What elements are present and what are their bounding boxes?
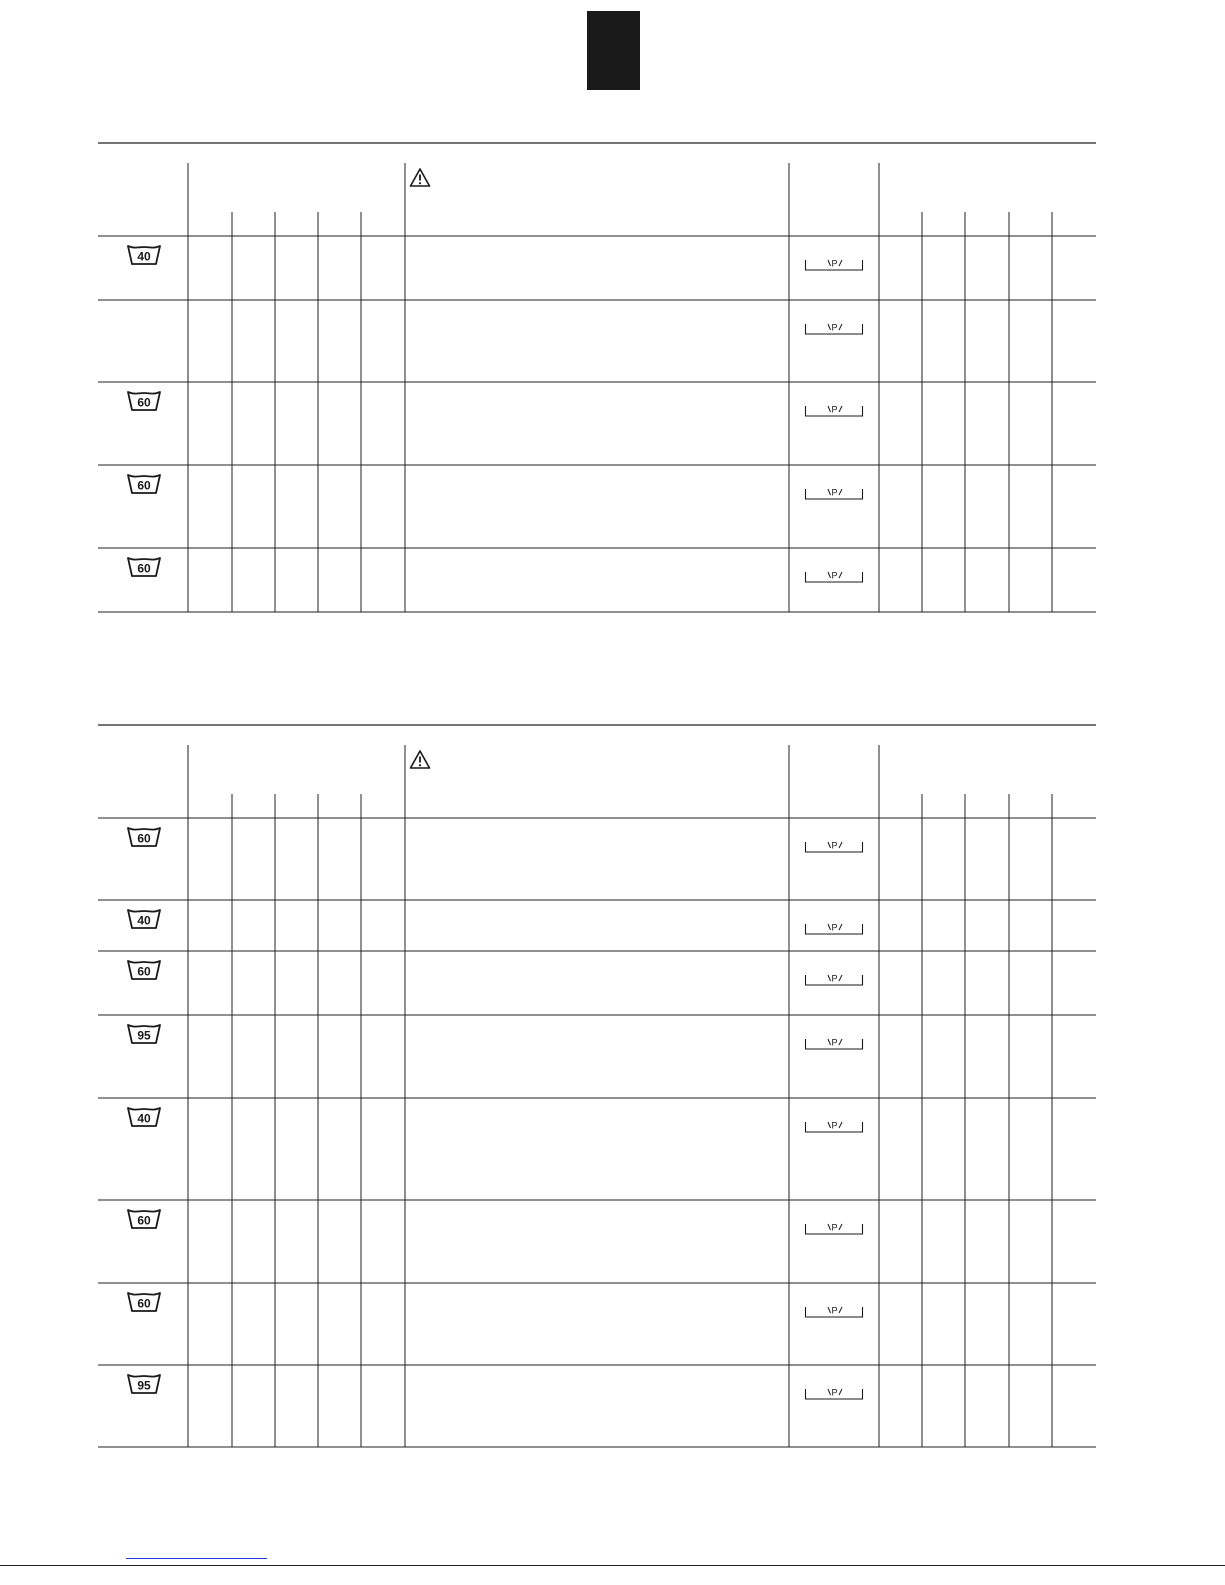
wash-temperature-value: 95 [137,1028,151,1043]
wash-temperature-icon [128,828,160,846]
wash-temperature-value: 60 [137,561,151,576]
detergent-drawer-prewash-icon [806,841,863,853]
wash-temperature-value: 60 [137,395,151,410]
detergent-prewash-label: P [831,1305,838,1316]
program-table-1 [98,143,1096,612]
wash-temperature-icon [128,1375,160,1393]
table-row [98,382,1096,465]
wash-temperature-icon [128,1293,160,1311]
warning-triangle-icon [411,751,430,768]
detergent-drawer-prewash-icon [806,974,863,986]
detergent-prewash-label: P [831,1222,838,1233]
footer-link-underline[interactable] [126,1558,267,1559]
wash-temperature-icon [128,475,160,493]
detergent-drawer-prewash-icon [806,1038,863,1050]
wash-temperature-icon [128,961,160,979]
wash-temperature-icon [128,1210,160,1228]
wash-temperature-icon [128,910,160,928]
detergent-drawer-prewash-icon [806,488,863,500]
detergent-drawer-prewash-icon [806,923,863,935]
table-row [98,548,1096,612]
wash-temperature-value: 60 [137,1296,151,1311]
wash-temperature-value: 40 [137,1111,151,1126]
wash-temperature-value: 60 [137,964,151,979]
detergent-drawer-prewash-icon [806,1388,863,1400]
table-header [98,143,1096,236]
table-row [98,1098,1096,1200]
detergent-prewash-label: P [831,322,838,333]
table-row [98,1365,1096,1447]
detergent-prewash-label: P [831,258,838,269]
detergent-prewash-label: P [831,570,838,581]
wash-temperature-icon [128,1025,160,1043]
table-header [98,725,1096,818]
wash-temperature-value: 60 [137,478,151,493]
footer-rule [0,1565,1225,1566]
table-row [98,818,1096,900]
detergent-prewash-label: P [831,1120,838,1131]
detergent-prewash-label: P [831,487,838,498]
detergent-prewash-label: P [831,404,838,415]
wash-temperature-value: 60 [137,1213,151,1228]
wash-temperature-icon [128,392,160,410]
wash-temperature-icon [128,246,160,264]
wash-temperature-icon [128,558,160,576]
detergent-prewash-label: P [831,1037,838,1048]
detergent-drawer-prewash-icon [806,1223,863,1235]
table-row [98,1283,1096,1365]
wash-temperature-value: 60 [137,831,151,846]
detergent-prewash-label: P [831,922,838,933]
detergent-prewash-label: P [831,840,838,851]
wash-temperature-value: 95 [137,1378,151,1393]
detergent-drawer-prewash-icon [806,1306,863,1318]
detergent-prewash-label: P [831,973,838,984]
table-row [98,900,1096,951]
wash-temperature-value: 40 [137,913,151,928]
detergent-drawer-prewash-icon [806,323,863,335]
detergent-drawer-prewash-icon [806,1121,863,1133]
table-row [98,236,1096,300]
table-row [98,1015,1096,1098]
table-row [98,951,1096,1015]
wash-temperature-value: 40 [137,249,151,264]
detergent-prewash-label: P [831,1387,838,1398]
table-row [98,465,1096,548]
warning-triangle-icon [411,169,430,186]
detergent-drawer-prewash-icon [806,405,863,417]
program-table-2 [98,725,1096,1447]
detergent-drawer-prewash-icon [806,259,863,271]
table-row [98,1200,1096,1283]
detergent-drawer-prewash-icon [806,571,863,583]
wash-temperature-icon [128,1108,160,1126]
table-row [98,300,1096,382]
